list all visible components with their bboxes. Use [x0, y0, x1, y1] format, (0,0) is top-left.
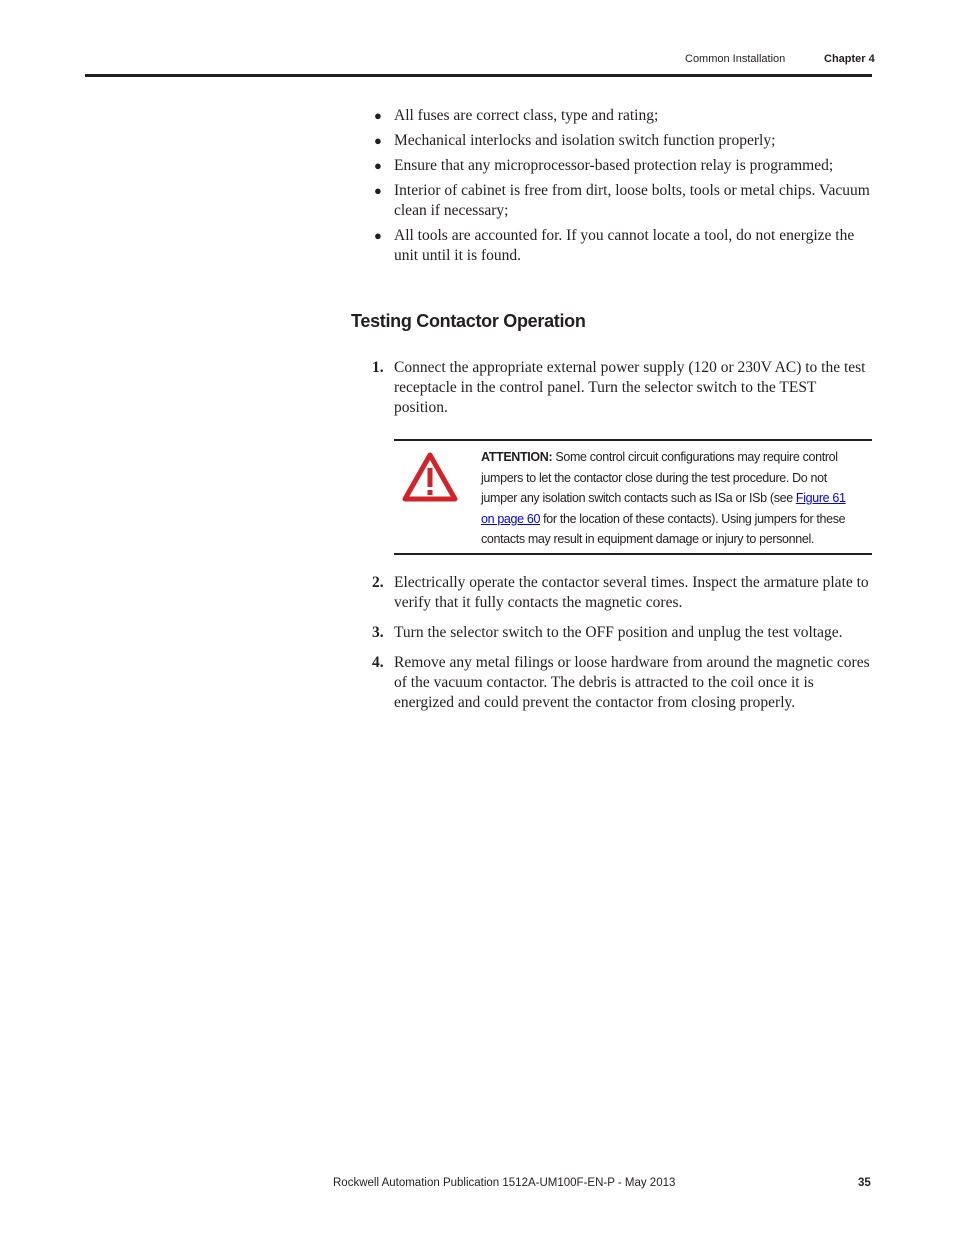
step-number: 4. — [372, 654, 384, 671]
checklist-item — [372, 181, 872, 221]
step-text: Turn the selector switch to the OFF position and unplug the test voltage. — [394, 624, 843, 641]
procedure-step — [372, 623, 872, 643]
checklist-item-text: Ensure that any microprocessor-based protection relay is programmed; — [394, 157, 834, 174]
checklist-item — [372, 156, 872, 176]
checklist-item-text: All tools are accounted for. If you cannot locate a tool, do not energize the unit until it is found. — [394, 227, 855, 264]
header-chapter: Chapter 4 — [824, 53, 875, 65]
figure-reference-link[interactable]: Figure 61 on page 60 — [481, 491, 846, 526]
checklist-item — [372, 131, 872, 151]
bullet-icon: ● — [374, 108, 382, 123]
header-section-name: Common Installation — [685, 53, 786, 65]
attention-notice — [394, 439, 872, 555]
step-number: 2. — [372, 574, 384, 591]
checklist-item-text: All fuses are correct class, type and rating; — [394, 107, 659, 124]
section-title: Testing Contactor Operation — [351, 311, 586, 331]
header-rule — [85, 74, 872, 77]
attention-body-start: Some control circuit configurations may require control jumpers to let the contactor close during the test procedure. Do not jumper any isolation switch contacts such as ISa or ISb (see — [481, 450, 838, 505]
warning-triangle-icon — [402, 451, 458, 503]
footer-publication: Rockwell Automation Publication 1512A-UM100F-EN-P - May 2013 — [333, 1177, 676, 1189]
page-number: 35 — [858, 1177, 871, 1189]
bullet-icon: ● — [374, 228, 382, 243]
bullet-icon: ● — [374, 183, 382, 198]
attention-body-end: for the location of these contacts). Using jumpers for these contacts may result in equipment damage or injury to personnel. — [481, 511, 846, 546]
checklist — [372, 106, 872, 271]
checklist-item — [372, 106, 872, 126]
checklist-item — [372, 226, 872, 266]
attention-label: ATTENTION: — [481, 450, 553, 464]
procedure-step — [372, 573, 872, 613]
attention-text — [481, 447, 859, 550]
bullet-icon: ● — [374, 158, 382, 173]
checklist-item-text: Mechanical interlocks and isolation switch function properly; — [394, 132, 776, 149]
step-number: 3. — [372, 624, 384, 641]
step-text: Connect the appropriate external power supply (120 or 230V AC) to the test receptacle in the control panel. Turn the selector switch to the TEST position. — [394, 359, 866, 416]
bullet-icon: ● — [374, 133, 382, 148]
checklist-item-text: Interior of cabinet is free from dirt, loose bolts, tools or metal chips. Vacuum clean if necessary; — [394, 182, 870, 219]
step-number: 1. — [372, 359, 384, 376]
procedure-step — [372, 358, 872, 418]
step-text: Remove any metal filings or loose hardware from around the magnetic cores of the vacuum contactor. The debris is attracted to the coil once it is energized and could prevent the contactor from closing properly. — [394, 654, 870, 711]
procedure-step — [372, 653, 872, 713]
step-text: Electrically operate the contactor several times. Inspect the armature plate to verify that it fully contacts the magnetic cores. — [394, 574, 869, 611]
